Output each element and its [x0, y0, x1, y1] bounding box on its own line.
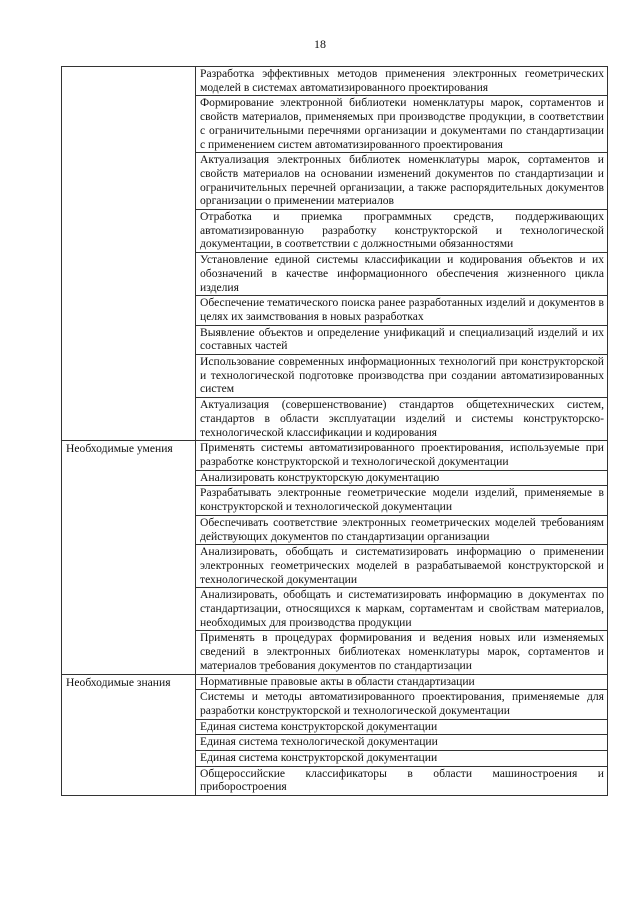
requirement-text: Единая система конструкторской документации [196, 751, 608, 767]
requirement-text: Выявление объектов и определение унификаций и специализаций изделий и их составных частей [196, 325, 608, 354]
requirement-text: Установление единой системы классификации и кодирования объектов и их обозначений в качестве информационного обеспечения жизненного цикла изделия [196, 253, 608, 296]
requirement-text: Формирование электронной библиотеки номенклатуры марок, сортаментов и свойств материалов, применяемых при производстве продукции, в соответствии с ограничительными перечнями организации и документами по стандартизации с применением систем автоматизированного проектирования [196, 96, 608, 153]
requirement-text: Обеспечивать соответствие электронных геометрических моделей требованиям действующих документов по стандартизации организации [196, 515, 608, 544]
requirement-text: Системы и методы автоматизированного проектирования, применяемые для разработки конструкторской и технологической документации [196, 690, 608, 719]
requirement-text: Обеспечение тематического поиска ранее разработанных изделий и документов в целях их заимствования в новых разработках [196, 296, 608, 325]
section-label: Необходимые знания [62, 674, 196, 796]
requirement-text: Использование современных информационных технологий при конструкторской и технологической подготовке производства при создании автоматизированных систем [196, 355, 608, 398]
table-row [62, 441, 608, 470]
requirement-text: Актуализация (совершенствование) стандартов общетехнических систем, стандартов в области эксплуатации изделий и системы конструкторско-технологической классификации и кодирования [196, 398, 608, 441]
requirement-text: Актуализация электронных библиотек номенклатуры марок, сортаментов и свойств материалов на основании изменений документов по стандартизации и ограничительных перечней организации, а также распорядительных документов организации о применении материалов [196, 153, 608, 210]
requirement-text: Нормативные правовые акты в области стандартизации [196, 674, 608, 690]
requirement-text: Анализировать конструкторскую документацию [196, 470, 608, 486]
requirement-text: Разрабатывать электронные геометрические модели изделий, применяемые в конструкторской и технологической документации [196, 486, 608, 515]
requirement-text: Применять в процедурах формирования и ведения новых или изменяемых сведений в электронных библиотеках номенклатуры марок, сортаментов и материалов требования документов по стандартизации [196, 631, 608, 674]
requirement-text: Единая система конструкторской документации [196, 719, 608, 735]
table-row [62, 67, 608, 96]
requirement-text: Анализировать, обобщать и систематизировать информацию о применении электронных геометрических моделей в разрабатываемой конструкторской и технологической документации [196, 545, 608, 588]
section-label [62, 67, 196, 441]
requirement-text: Единая система технологической документации [196, 735, 608, 751]
requirement-text: Разработка эффективных методов применения электронных геометрических моделей в системах автоматизированного проектирования [196, 67, 608, 96]
requirement-text: Применять системы автоматизированного проектирования, используемые при разработке конструкторской и технологической документации [196, 441, 608, 470]
page-number: 18 [314, 37, 326, 51]
table-row [62, 674, 608, 690]
competency-table [61, 66, 608, 796]
requirement-text: Отработка и приемка программных средств, поддерживающих автоматизированную разработку конструкторской и технологической документации, в соответствии с должностными обязанностями [196, 210, 608, 253]
section-label: Необходимые умения [62, 441, 196, 674]
requirement-text: Анализировать, обобщать и систематизировать информацию в документах по стандартизации, относящихся к маркам, сортаментам и свойствам материалов, необходимых для производства продукции [196, 588, 608, 631]
requirement-text: Общероссийские классификаторы в области машиностроения и приборостроения [196, 766, 608, 795]
